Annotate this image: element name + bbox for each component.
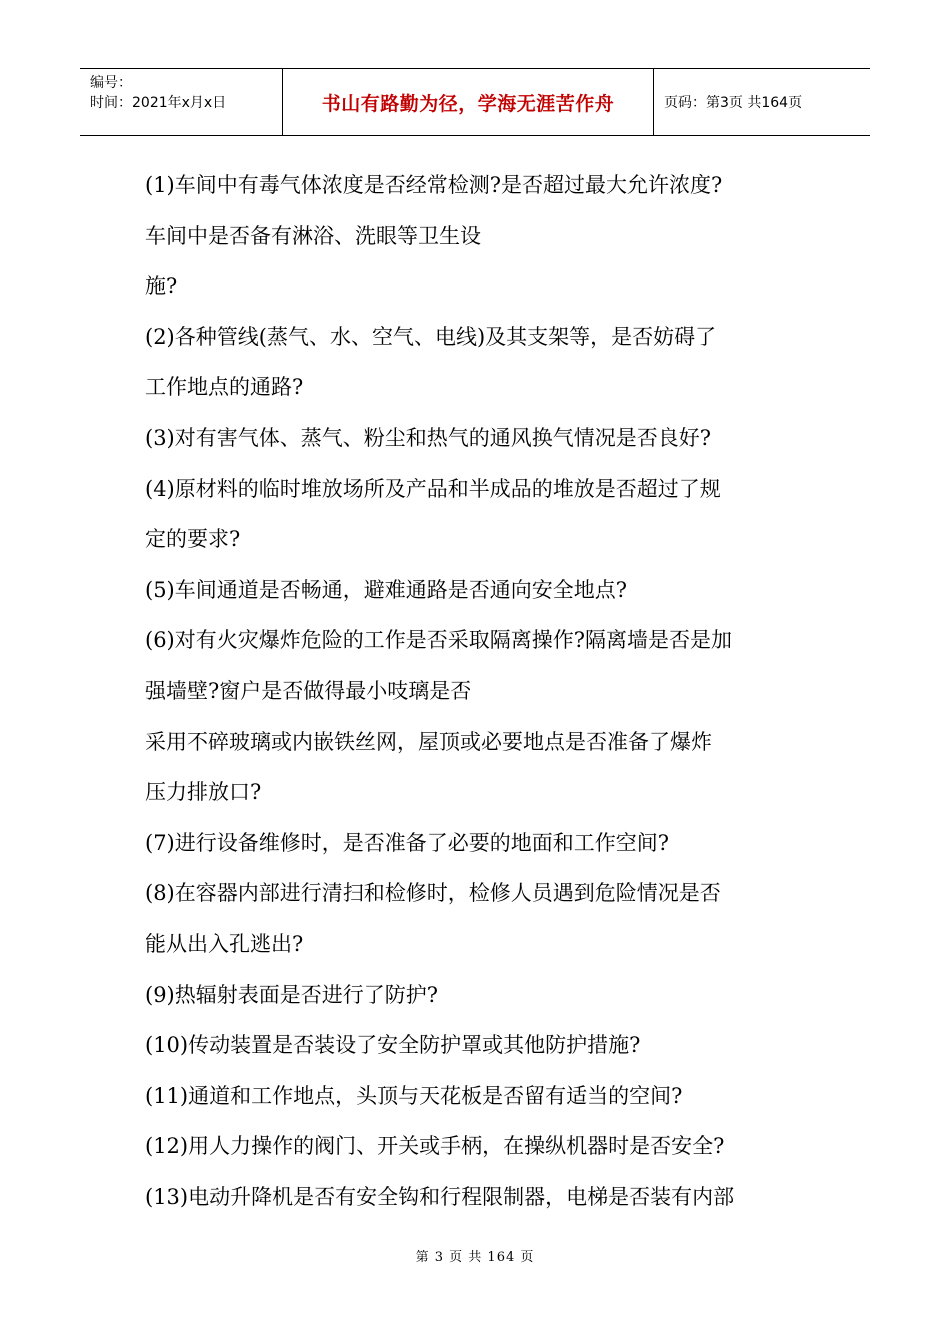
header-page-info: 页码：第3页 共164页 [664,95,803,111]
time-label: 时间：2021年x月x日 [90,95,227,111]
text-line: (6)对有火灾爆炸危险的工作是否采取隔离操作?隔离墙是否是加 [145,628,733,653]
number-label: 编号： [90,75,132,91]
page-footer: 第 3 页 共 164 页 [415,1250,535,1265]
header-motto: 书山有路勤为径，学海无涯苦作舟 [282,69,654,135]
text-line: 工作地点的通路? [145,375,304,400]
text-line: 能从出入孔逃出? [145,931,304,956]
text-line: (9)热辐射表面是否进行了防护? [145,982,439,1007]
text-line: (12)用人力操作的阀门、开关或手柄，在操纵机器时是否安全? [145,1134,725,1159]
document-body [145,160,815,1222]
text-line: (10)传动装置是否装设了安全防护罩或其他防护措施? [145,1033,641,1058]
text-line: 车间中是否备有淋浴、洗眼等卫生设 [145,223,481,248]
text-line: 强墙壁?窗户是否做得最小吱璃是否 [145,678,472,703]
header-meta [80,69,282,135]
text-line: (5)车间通道是否畅通，避难通路是否通向安全地点? [145,577,628,602]
document-header [80,68,870,136]
text-line: 压力排放口? [145,780,262,805]
text-line: (8)在容器内部进行清扫和检修时，检修人员遇到危险情况是否 [145,881,721,906]
text-line: (3)对有害气体、蒸气、粉尘和热气的通风换气情况是否良好? [145,425,712,450]
text-line: (2)各种管线(蒸气、水、空气、电线)及其支架等，是否妨碍了 [145,324,717,349]
text-line: 采用不碎玻璃或内嵌铁丝网，屋顶或必要地点是否准备了爆炸 [145,729,712,754]
text-line: 施? [145,274,178,299]
text-line: (11)通道和工作地点，头顶与天花板是否留有适当的空间? [145,1083,683,1108]
text-line: (7)进行设备维修时，是否准备了必要的地面和工作空间? [145,830,670,855]
text-line: 定的要求? [145,527,241,552]
text-line: (1)车间中有毒气体浓度是否经常检测?是否超过最大允许浓度? [145,173,723,197]
text-line: (13)电动升降机是否有安全钩和行程限制器，电梯是否装有内部 [145,1184,735,1209]
text-line: (4)原材料的临时堆放场所及产品和半成品的堆放是否超过了规 [145,476,721,501]
